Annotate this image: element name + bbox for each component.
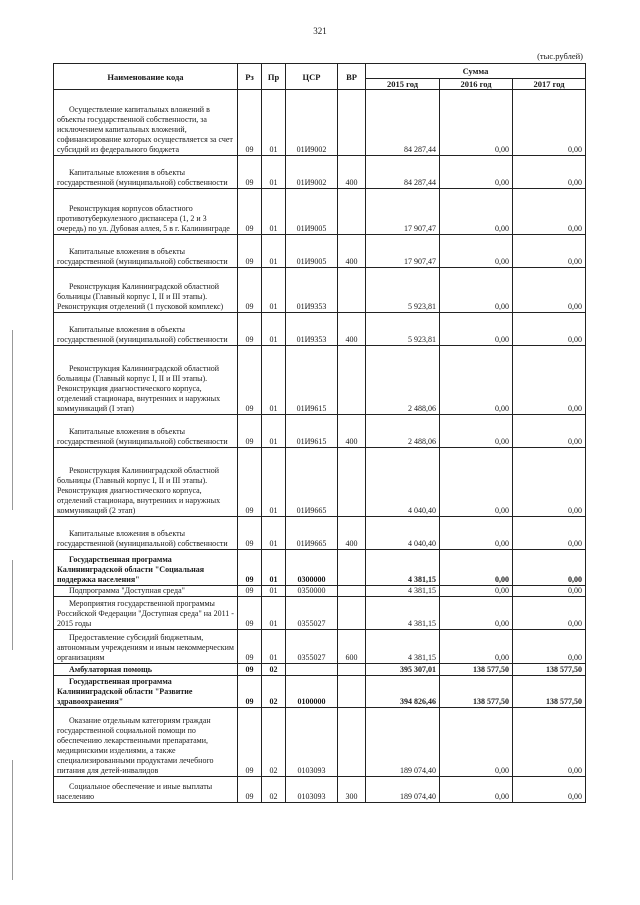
table-row [54, 313, 586, 346]
row-csr-cell [286, 664, 338, 676]
row-name-cell: Амбулаторная помощь [54, 664, 238, 676]
row-2017-cell: 0,00 [513, 586, 586, 597]
row-pr-cell: 01 [262, 448, 286, 517]
row-csr-cell: 01И9615 [286, 415, 338, 448]
scan-edge-mark [12, 760, 13, 880]
row-rz-cell: 09 [238, 586, 262, 597]
row-rz-cell: 09 [238, 313, 262, 346]
header-vr: ВР [338, 64, 366, 90]
row-csr-cell: 0355027 [286, 597, 338, 630]
row-name-cell: Подпрограмма "Доступная среда" [54, 586, 238, 597]
row-pr-cell: 02 [262, 664, 286, 676]
row-2015-cell: 4 381,15 [366, 630, 440, 664]
row-name-cell: Реконструкция Калининградской областной больницы (Главный корпус I, II и III этапы). Реконструкция диагностического корпуса, отделений стационара, внутренних и наружных коммуникаций (2 этап) [54, 448, 238, 517]
row-rz-cell: 09 [238, 708, 262, 777]
row-vr-cell [338, 189, 366, 235]
row-2017-cell: 0,00 [513, 777, 586, 803]
row-pr-cell: 01 [262, 517, 286, 550]
row-rz-cell: 09 [238, 676, 262, 708]
table-row [54, 517, 586, 550]
row-vr-cell [338, 550, 366, 586]
row-pr-cell: 02 [262, 676, 286, 708]
row-2015-cell: 395 307,01 [366, 664, 440, 676]
row-2016-cell: 0,00 [440, 630, 513, 664]
row-2015-cell: 2 488,06 [366, 415, 440, 448]
row-rz-cell: 09 [238, 777, 262, 803]
header-2016: 2016 год [440, 79, 513, 90]
row-vr-cell [338, 448, 366, 517]
table-row [54, 346, 586, 415]
row-name-cell: Государственная программа Калининградской области "Развитие здравоохранения" [54, 676, 238, 708]
row-name-cell: Оказание отдельным категориям граждан государственной социальной помощи по обеспечению лекарственными препаратами, медицинскими изделиями, а также специализированными продуктами лечебного питания для детей-инвалидов [54, 708, 238, 777]
row-name-cell: Капитальные вложения в объекты государственной (муниципальной) собственности [54, 313, 238, 346]
page-number: 321 [313, 26, 327, 36]
table-row [54, 415, 586, 448]
row-pr-cell: 02 [262, 777, 286, 803]
row-csr-cell: 0103093 [286, 708, 338, 777]
table-row [54, 664, 586, 676]
row-csr-cell: 0355027 [286, 630, 338, 664]
row-2017-cell: 0,00 [513, 346, 586, 415]
row-2015-cell: 2 488,06 [366, 346, 440, 415]
row-pr-cell: 01 [262, 415, 286, 448]
row-2016-cell: 0,00 [440, 235, 513, 268]
row-2017-cell: 138 577,50 [513, 676, 586, 708]
row-csr-cell: 0350000 [286, 586, 338, 597]
row-2016-cell: 0,00 [440, 156, 513, 189]
row-vr-cell: 600 [338, 630, 366, 664]
row-2016-cell: 138 577,50 [440, 676, 513, 708]
row-name-cell: Осуществление капитальных вложений в объекты государственной собственности, за исключением капитальных вложений, софинансирование которых осуществляется за счет субсидий из федерального бюджета [54, 90, 238, 156]
table-row [54, 235, 586, 268]
row-csr-cell: 01И9002 [286, 90, 338, 156]
row-2017-cell: 138 577,50 [513, 664, 586, 676]
row-vr-cell [338, 586, 366, 597]
row-rz-cell: 09 [238, 189, 262, 235]
row-name-cell: Реконструкция корпусов областного противотуберкулезного диспансера (1, 2 и 3 очередь) по ул. Дубовая аллея, 5 в г. Калининграде [54, 189, 238, 235]
row-2015-cell: 4 381,15 [366, 550, 440, 586]
row-csr-cell: 0103093 [286, 777, 338, 803]
row-2016-cell: 0,00 [440, 448, 513, 517]
row-2017-cell: 0,00 [513, 313, 586, 346]
row-2017-cell: 0,00 [513, 235, 586, 268]
row-name-cell: Реконструкция Калининградской областной больницы (Главный корпус I, II и III этапы). Реконструкция отделений (1 пусковой комплекс) [54, 268, 238, 313]
row-vr-cell: 400 [338, 235, 366, 268]
row-2016-cell: 0,00 [440, 189, 513, 235]
row-2015-cell: 84 287,44 [366, 90, 440, 156]
row-name-cell: Капитальные вложения в объекты государственной (муниципальной) собственности [54, 156, 238, 189]
row-vr-cell: 400 [338, 415, 366, 448]
row-csr-cell: 01И9615 [286, 346, 338, 415]
row-2016-cell: 0,00 [440, 517, 513, 550]
table-row [54, 586, 586, 597]
row-2016-cell: 0,00 [440, 586, 513, 597]
row-rz-cell: 09 [238, 156, 262, 189]
row-2016-cell: 0,00 [440, 313, 513, 346]
row-rz-cell: 09 [238, 630, 262, 664]
row-2017-cell: 0,00 [513, 448, 586, 517]
row-csr-cell: 01И9005 [286, 189, 338, 235]
row-2017-cell: 0,00 [513, 189, 586, 235]
row-rz-cell: 09 [238, 664, 262, 676]
row-vr-cell [338, 268, 366, 313]
header-sum: Сумма [366, 64, 586, 79]
row-vr-cell [338, 708, 366, 777]
row-csr-cell: 01И9353 [286, 313, 338, 346]
row-2017-cell: 0,00 [513, 708, 586, 777]
row-name-cell: Капитальные вложения в объекты государственной (муниципальной) собственности [54, 235, 238, 268]
row-2015-cell: 5 923,81 [366, 268, 440, 313]
row-2015-cell: 394 826,46 [366, 676, 440, 708]
row-2016-cell: 0,00 [440, 415, 513, 448]
row-csr-cell: 01И9005 [286, 235, 338, 268]
row-2015-cell: 4 040,40 [366, 517, 440, 550]
row-2017-cell: 0,00 [513, 550, 586, 586]
units-label: (тыс.рублей) [537, 51, 583, 61]
row-pr-cell: 01 [262, 313, 286, 346]
row-csr-cell: 01И9002 [286, 156, 338, 189]
row-csr-cell: 0300000 [286, 550, 338, 586]
table-row [54, 156, 586, 189]
row-pr-cell: 01 [262, 630, 286, 664]
header-pr: Пр [262, 64, 286, 90]
row-2015-cell: 17 907,47 [366, 235, 440, 268]
table-row [54, 90, 586, 156]
row-rz-cell: 09 [238, 517, 262, 550]
row-name-cell: Социальное обеспечение и иные выплаты населению [54, 777, 238, 803]
scan-edge-mark [12, 330, 13, 510]
row-2017-cell: 0,00 [513, 268, 586, 313]
row-vr-cell: 400 [338, 517, 366, 550]
table-row [54, 708, 586, 777]
row-rz-cell: 09 [238, 550, 262, 586]
row-pr-cell: 01 [262, 597, 286, 630]
header-name: Наименование кода [54, 64, 238, 90]
row-csr-cell: 01И9353 [286, 268, 338, 313]
row-2017-cell: 0,00 [513, 156, 586, 189]
row-pr-cell: 01 [262, 550, 286, 586]
row-2017-cell: 0,00 [513, 90, 586, 156]
row-name-cell: Капитальные вложения в объекты государственной (муниципальной) собственности [54, 415, 238, 448]
row-2015-cell: 4 040,40 [366, 448, 440, 517]
row-2015-cell: 189 074,40 [366, 777, 440, 803]
row-vr-cell: 400 [338, 313, 366, 346]
row-rz-cell: 09 [238, 235, 262, 268]
header-2015: 2015 год [366, 79, 440, 90]
row-2015-cell: 17 907,47 [366, 189, 440, 235]
row-2016-cell: 0,00 [440, 550, 513, 586]
row-csr-cell: 0100000 [286, 676, 338, 708]
row-rz-cell: 09 [238, 268, 262, 313]
row-vr-cell [338, 90, 366, 156]
table-row [54, 597, 586, 630]
row-2015-cell: 189 074,40 [366, 708, 440, 777]
header-2017: 2017 год [513, 79, 586, 90]
row-2016-cell: 0,00 [440, 268, 513, 313]
row-name-cell: Предоставление субсидий бюджетным, автономным учреждениям и иным некоммерческим организациям [54, 630, 238, 664]
row-rz-cell: 09 [238, 90, 262, 156]
table-body [54, 90, 586, 803]
row-2017-cell: 0,00 [513, 517, 586, 550]
row-csr-cell: 01И9665 [286, 517, 338, 550]
scan-edge-mark [12, 560, 13, 650]
row-vr-cell [338, 676, 366, 708]
row-2016-cell: 0,00 [440, 777, 513, 803]
row-2015-cell: 4 381,15 [366, 597, 440, 630]
row-2016-cell: 138 577,50 [440, 664, 513, 676]
row-pr-cell: 01 [262, 235, 286, 268]
row-vr-cell: 400 [338, 156, 366, 189]
header-csr: ЦСР [286, 64, 338, 90]
row-vr-cell: 300 [338, 777, 366, 803]
row-vr-cell [338, 664, 366, 676]
row-pr-cell: 01 [262, 268, 286, 313]
row-pr-cell: 01 [262, 346, 286, 415]
row-rz-cell: 09 [238, 346, 262, 415]
table-row [54, 777, 586, 803]
budget-table [53, 63, 586, 803]
row-name-cell: Реконструкция Калининградской областной больницы (Главный корпус I, II и III этапы). Реконструкция диагностического корпуса, отделений стационара, внутренних и наружных коммуникаций (I этап) [54, 346, 238, 415]
row-2017-cell: 0,00 [513, 597, 586, 630]
row-2016-cell: 0,00 [440, 90, 513, 156]
table-row [54, 630, 586, 664]
row-2016-cell: 0,00 [440, 597, 513, 630]
table-row [54, 448, 586, 517]
row-rz-cell: 09 [238, 415, 262, 448]
row-pr-cell: 01 [262, 90, 286, 156]
row-2015-cell: 4 381,15 [366, 586, 440, 597]
row-2015-cell: 84 287,44 [366, 156, 440, 189]
table-row [54, 268, 586, 313]
row-2016-cell: 0,00 [440, 346, 513, 415]
row-pr-cell: 01 [262, 189, 286, 235]
row-2017-cell: 0,00 [513, 415, 586, 448]
row-rz-cell: 09 [238, 597, 262, 630]
table-row [54, 189, 586, 235]
row-pr-cell: 01 [262, 586, 286, 597]
row-2016-cell: 0,00 [440, 708, 513, 777]
row-name-cell: Мероприятия государственной программы Российской Федерации "Доступная среда" на 2011 - 2015 годы [54, 597, 238, 630]
row-name-cell: Государственная программа Калининградской области "Социальная поддержка населения" [54, 550, 238, 586]
row-2015-cell: 5 923,81 [366, 313, 440, 346]
row-vr-cell [338, 597, 366, 630]
row-pr-cell: 02 [262, 708, 286, 777]
row-name-cell: Капитальные вложения в объекты государственной (муниципальной) собственности [54, 517, 238, 550]
row-rz-cell: 09 [238, 448, 262, 517]
row-pr-cell: 01 [262, 156, 286, 189]
row-csr-cell: 01И9665 [286, 448, 338, 517]
table-row [54, 676, 586, 708]
row-vr-cell [338, 346, 366, 415]
table-row [54, 550, 586, 586]
row-2017-cell: 0,00 [513, 630, 586, 664]
header-rz: Рз [238, 64, 262, 90]
